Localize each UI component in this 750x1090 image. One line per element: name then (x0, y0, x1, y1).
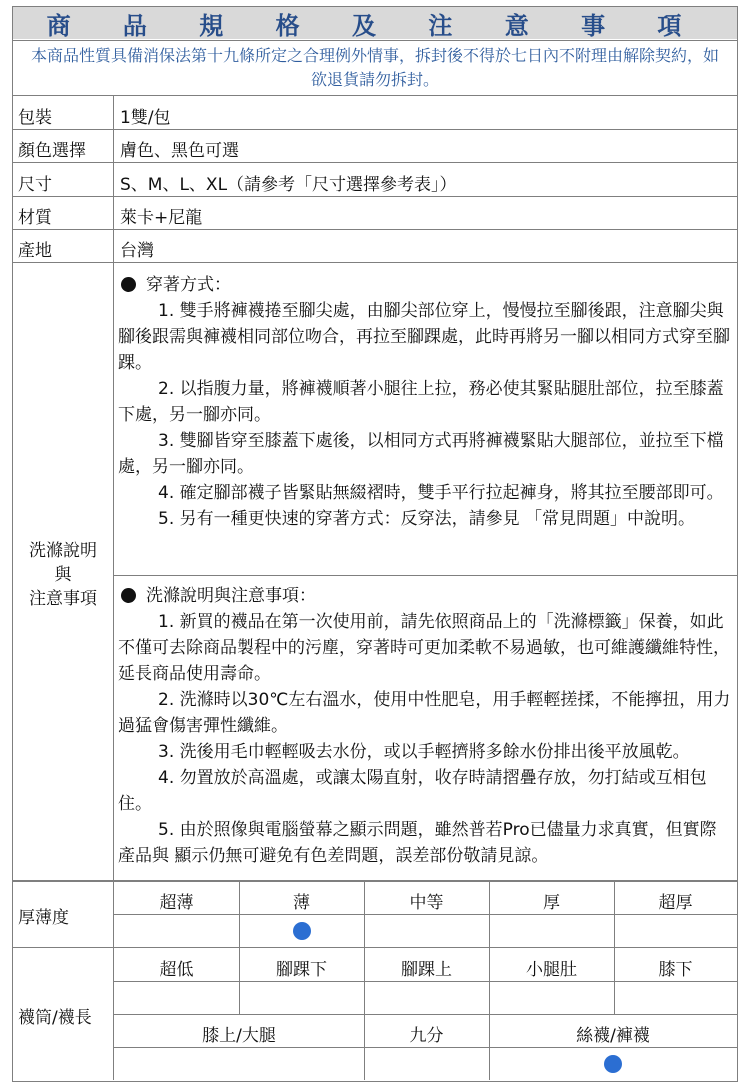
thickness-option: 中等 (409, 893, 444, 913)
length-option: 腳踝下 (276, 960, 327, 980)
length-option: 絲襪/褲襪 (576, 1026, 650, 1046)
thickness-option: 超厚 (658, 893, 693, 913)
bullet-icon (121, 588, 136, 603)
material-value: 萊卡+尼龍 (120, 208, 203, 228)
row-divider (13, 162, 737, 163)
wearing-instructions (118, 272, 732, 532)
washing-step: 5. 由於照像與電腦螢幕之顯示問題，雖然普若Pro已儘量力求真實，但實際產品與 顯示仍無可避免有色差問題，誤差部份敬請見諒。 (118, 820, 717, 866)
wearing-step: 4. 確定腳部襪子皆緊貼無綴褶時，雙手平行拉起褲身，將其拉至腰部即可。 (158, 483, 724, 503)
grid-line (13, 947, 737, 948)
grid-line (114, 914, 737, 915)
length-option: 膝上/大腿 (202, 1026, 276, 1046)
washing-step: 2. 洗滌時以30℃左右溫水，使用中性肥皂，用手輕輕搓揉，不能擰扭，用力過猛會傷害彈性纖維。 (118, 690, 731, 736)
wearing-step: 5. 另有一種更快速的穿著方式：反穿法，請參見 「常見問題」中說明。 (158, 509, 696, 529)
length-option: 九分 (409, 1026, 444, 1046)
section-divider (13, 880, 737, 882)
washing-step: 4. 勿置放於高溫處，或讓太陽直射，收存時請摺疊存放，勿打結或互相包住。 (118, 768, 707, 814)
care-label-line: 注意事項 (29, 589, 97, 609)
color-value: 膚色、黑色可選 (120, 141, 239, 161)
row-divider (13, 129, 737, 130)
care-label-line: 洗滌說明 (29, 541, 97, 561)
care-divider (114, 575, 737, 576)
bullet-icon (121, 277, 136, 292)
length-label: 襪筒/襪長 (18, 1008, 92, 1028)
washing-step: 3. 洗後用毛巾輕輕吸去水份，或以手輕擠將多餘水份排出後平放風乾。 (158, 742, 690, 762)
wearing-step: 3. 雙腳皆穿至膝蓋下處後，以相同方式再將褲襪緊貼大腿部位，並拉至下檔處，另一腳亦同。 (118, 431, 724, 477)
row-divider (13, 229, 737, 230)
spec-table (12, 6, 738, 1082)
washing-instructions (118, 583, 732, 869)
return-policy-notice: 本商品性質具備消保法第十九條所定之合理例外情事，拆封後不得於七日內不附理由解除契約，如欲退貨請勿拆封。 (13, 40, 737, 96)
size-label: 尺寸 (18, 175, 52, 195)
washing-step: 1. 新買的襪品在第一次使用前，請先依照商品上的「洗滌標籤」保養，如此不僅可去除商品製程中的污塵，穿著時可更加柔軟不易過敏，也可維護纖維特性，延長商品使用壽命。 (118, 612, 730, 684)
length-option: 超低 (159, 960, 194, 980)
row-divider (13, 196, 737, 197)
thickness-selected-dot (293, 922, 311, 940)
length-option: 腳踝上 (401, 960, 452, 980)
thickness-option: 薄 (293, 893, 310, 913)
grid-line (114, 981, 737, 982)
grid-line (114, 1047, 737, 1048)
washing-heading: 洗滌說明與注意事項： (146, 586, 316, 606)
packaging-value: 1雙/包 (120, 108, 171, 128)
care-label-line: 與 (54, 565, 72, 585)
page-title: 商 品 規 格 及 注 意 事 項 (13, 7, 737, 39)
length-selected-dot (604, 1055, 622, 1073)
column-divider (113, 96, 114, 1080)
size-value: S、M、L、XL（請參考「尺寸選擇參考表」） (120, 175, 457, 195)
length-option: 小腿肚 (526, 960, 577, 980)
grid-line (114, 1014, 737, 1015)
thickness-label: 厚薄度 (18, 908, 69, 928)
thickness-option: 超薄 (159, 893, 194, 913)
wearing-step: 1. 雙手將褲襪捲至腳尖處，由腳尖部位穿上，慢慢拉至腳後跟，注意腳尖與腳後跟需與褲襪相同部位吻合，再拉至腳踝處，此時再將另一腳以相同方式穿至腳踝。 (118, 301, 730, 373)
color-label: 顏色選擇 (18, 141, 86, 161)
packaging-label: 包裝 (18, 108, 52, 128)
thickness-option: 厚 (543, 893, 560, 913)
wearing-heading: 穿著方式： (146, 275, 231, 295)
origin-label: 產地 (18, 241, 52, 261)
origin-value: 台灣 (120, 241, 154, 261)
row-divider (13, 262, 737, 263)
wearing-step: 2. 以指腹力量，將褲襪順著小腿往上拉，務必使其緊貼腿肚部位，拉至膝蓋下處，另一腳亦同。 (118, 379, 724, 425)
material-label: 材質 (18, 208, 52, 228)
length-option: 膝下 (658, 960, 693, 980)
care-label (14, 539, 112, 611)
